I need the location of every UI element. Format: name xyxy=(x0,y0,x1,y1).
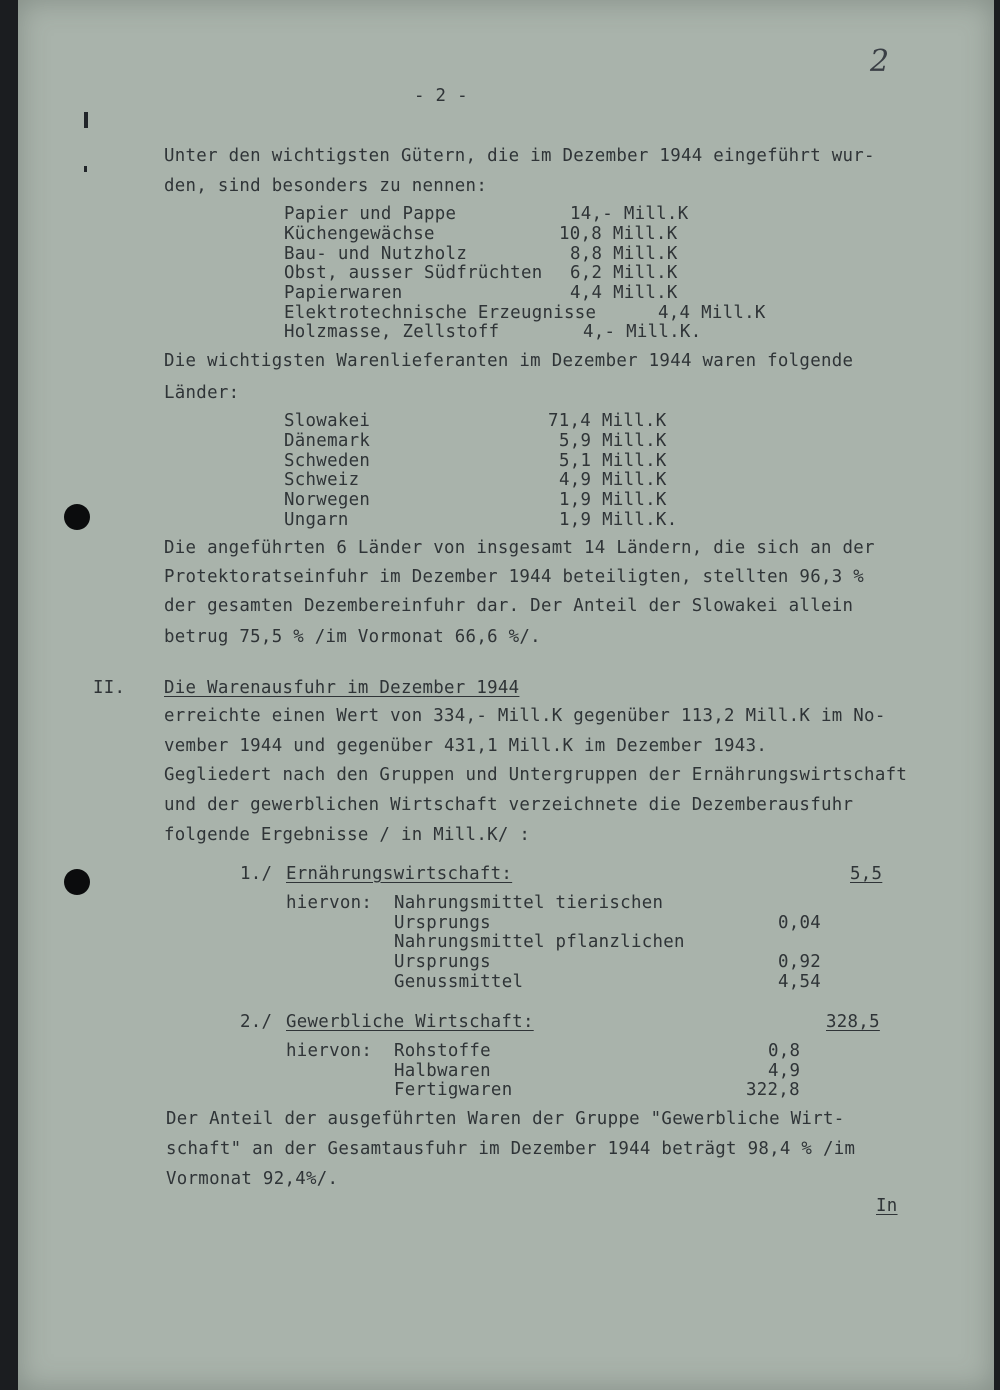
exports-text-line: folgende Ergebnisse / in Mill.K/ : xyxy=(164,825,531,845)
document-page xyxy=(18,0,994,1390)
continuation-word: In xyxy=(876,1196,898,1216)
goods-value: 14,- Mill.K xyxy=(570,204,689,224)
goods-name: Bau- und Nutzholz xyxy=(284,244,468,264)
punch-hole-top xyxy=(64,504,90,530)
goods-value: 4,- Mill.K. xyxy=(583,322,702,342)
country-value: 1,9 Mill.K xyxy=(559,490,667,510)
country-name: Dänemark xyxy=(284,431,371,451)
subgroup-value: 4,9 xyxy=(768,1061,801,1081)
country-value: 71,4 Mill.K xyxy=(548,411,667,431)
section-number: II. xyxy=(93,678,126,698)
subgroup-label: Halbwaren xyxy=(394,1061,491,1081)
goods-name: Küchengewächse xyxy=(284,224,435,244)
suppliers-intro-line: Die wichtigsten Warenlieferanten im Dezember 1944 waren folgende xyxy=(164,351,854,371)
group-title: Gewerbliche Wirtschaft: xyxy=(286,1012,534,1032)
subgroup-value: 0,92 xyxy=(778,952,822,972)
exports-text-line: vember 1944 und gegenüber 431,1 Mill.K im Dezember 1943. xyxy=(164,736,768,756)
country-name: Ungarn xyxy=(284,510,349,530)
hiervon-label: hiervon: xyxy=(286,1041,373,1061)
subgroup-label: Ursprungs xyxy=(394,952,491,972)
imports-summary-line: Die angeführten 6 Länder von insgesamt 14 Ländern, die sich an der xyxy=(164,538,875,558)
country-value: 4,9 Mill.K xyxy=(559,470,667,490)
suppliers-intro-line: Länder: xyxy=(164,383,240,403)
ink-mark xyxy=(84,166,87,172)
group-title: Ernährungswirtschaft: xyxy=(286,864,513,884)
goods-value: 8,8 Mill.K xyxy=(570,244,678,264)
closing-line: Der Anteil der ausgeführten Waren der Gruppe "Gewerbliche Wirt- xyxy=(166,1109,845,1129)
country-name: Norwegen xyxy=(284,490,371,510)
goods-name: Holzmasse, Zellstoff xyxy=(284,322,500,342)
group-total: 328,5 xyxy=(826,1012,880,1032)
group-number: 1./ xyxy=(240,864,273,884)
exports-text-line: erreichte einen Wert von 334,- Mill.K gegenüber 113,2 Mill.K im No- xyxy=(164,706,886,726)
group-total: 5,5 xyxy=(850,864,883,884)
subgroup-value: 4,54 xyxy=(778,972,822,992)
goods-value: 10,8 Mill.K xyxy=(559,224,678,244)
exports-text-line: und der gewerblichen Wirtschaft verzeichnete die Dezemberausfuhr xyxy=(164,795,854,815)
subgroup-label: Rohstoffe xyxy=(394,1041,491,1061)
goods-name: Obst, ausser Südfrüchten xyxy=(284,263,543,283)
subgroup-label: Nahrungsmittel tierischen xyxy=(394,893,664,913)
subgroup-label: Fertigwaren xyxy=(394,1080,513,1100)
punch-hole-bottom xyxy=(64,869,90,895)
goods-name: Papierwaren xyxy=(284,283,403,303)
subgroup-value: 322,8 xyxy=(746,1080,800,1100)
country-value: 1,9 Mill.K. xyxy=(559,510,678,530)
handwritten-page-number: 2 xyxy=(870,44,890,79)
subgroup-label: Ursprungs xyxy=(394,913,491,933)
group-number: 2./ xyxy=(240,1012,273,1032)
goods-value: 4,4 Mill.K xyxy=(570,283,678,303)
closing-line: Vormonat 92,4%/. xyxy=(166,1169,339,1189)
ink-mark xyxy=(84,112,88,128)
section-heading: Die Warenausfuhr im Dezember 1944 xyxy=(164,678,520,698)
goods-value: 6,2 Mill.K xyxy=(570,263,678,283)
goods-name: Elektrotechnische Erzeugnisse xyxy=(284,303,597,323)
imports-intro-line: den, sind besonders zu nennen: xyxy=(164,176,488,196)
country-value: 5,9 Mill.K xyxy=(559,431,667,451)
closing-line: schaft" an der Gesamtausfuhr im Dezember 1944 beträgt 98,4 % /im xyxy=(166,1139,856,1159)
imports-summary-line: betrug 75,5 % /im Vormonat 66,6 %/. xyxy=(164,627,541,647)
country-name: Schweiz xyxy=(284,470,360,490)
hiervon-label: hiervon: xyxy=(286,893,373,913)
goods-value: 4,4 Mill.K xyxy=(658,303,766,323)
country-value: 5,1 Mill.K xyxy=(559,451,667,471)
subgroup-value: 0,04 xyxy=(778,913,822,933)
imports-summary-line: Protektoratseinfuhr im Dezember 1944 beteiligten, stellten 96,3 % xyxy=(164,567,865,587)
imports-summary-line: der gesamten Dezembereinfuhr dar. Der Anteil der Slowakei allein xyxy=(164,596,854,616)
country-name: Schweden xyxy=(284,451,371,471)
goods-name: Papier und Pappe xyxy=(284,204,457,224)
subgroup-value: 0,8 xyxy=(768,1041,801,1061)
subgroup-label: Genussmittel xyxy=(394,972,524,992)
imports-intro-line: Unter den wichtigsten Gütern, die im Dezember 1944 eingeführt wur- xyxy=(164,146,875,166)
page-header: - 2 - xyxy=(414,86,468,106)
subgroup-label: Nahrungsmittel pflanzlichen xyxy=(394,932,685,952)
country-name: Slowakei xyxy=(284,411,371,431)
exports-text-line: Gegliedert nach den Gruppen und Untergruppen der Ernährungswirtschaft xyxy=(164,765,908,785)
